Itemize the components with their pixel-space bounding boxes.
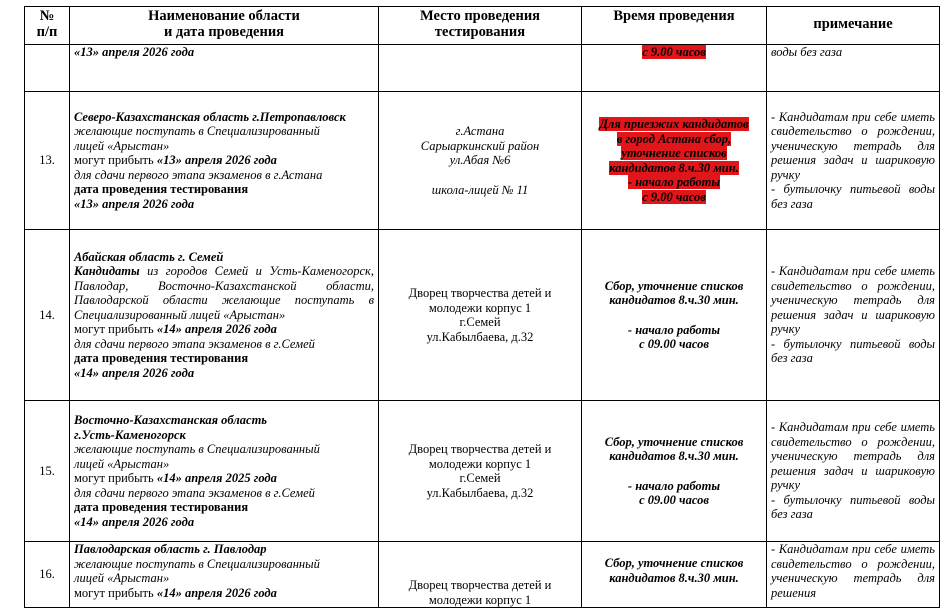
- row15-region: Восточно-Казахстанская область г.Усть-Каменогорск желающие поступать в Специализированный лицей «Арыстан» могут прибыть «14» апреля 2025 года для сдачи первого этапа экзаменов в г.Семей дата проведения тестирования «14» апреля 2026 года: [70, 401, 379, 542]
- row16-time: Сбор, уточнение списков кандидатов 8.ч.30 мин.: [582, 542, 767, 608]
- row0-region: «13» апреля 2026 года: [70, 45, 379, 92]
- row14-region: Абайская область г. Семей Кандидаты из городов Семей и Усть-Каменогорск, Павлодар, Восточно-Казахстанской области, Павлодарской области желающие поступать в Специализированный лицей «Арыстан» могут прибыть «14» апреля 2026 года для сдачи первого этапа экзаменов в г.Семей дата проведения тестирования «14» апреля 2026 года: [70, 230, 379, 401]
- row13-num: 13.: [25, 92, 70, 230]
- header-num: № п/п: [25, 7, 70, 45]
- row0-place: [379, 45, 582, 92]
- row13-place: г.Астана Сарыаркинский район ул.Абая №6 школа-лицей № 11: [379, 92, 582, 230]
- row15-place: Дворец творчества детей и молодежи корпус 1 г.Семей ул.Кабылбаева, д.32: [379, 401, 582, 542]
- row14-num: 14.: [25, 230, 70, 401]
- table-row: [25, 401, 940, 542]
- header-region: Наименование области и дата проведения: [70, 7, 379, 45]
- header-place: Место проведения тестирования: [379, 7, 582, 45]
- row0-note: воды без газа: [767, 45, 940, 92]
- table-row: [25, 45, 940, 92]
- table-row: [25, 92, 940, 230]
- row16-place: Дворец творчества детей и молодежи корпус 1: [379, 542, 582, 608]
- row13-note: - Кандидатам при себе иметь свидетельство о рождении, ученическую тетрадь для решения задач и шариковую ручку - бутылочку питьевой воды без газа: [767, 92, 940, 230]
- row14-place: Дворец творчества детей и молодежи корпус 1 г.Семей ул.Кабылбаева, д.32: [379, 230, 582, 401]
- row15-note: - Кандидатам при себе иметь свидетельство о рождении, ученическую тетрадь для решения задач и шариковую ручку - бутылочку питьевой воды без газа: [767, 401, 940, 542]
- row15-num: 15.: [25, 401, 70, 542]
- schedule-table: [24, 6, 940, 608]
- row14-time: Сбор, уточнение списков кандидатов 8.ч.30 мин. - начало работы с 09.00 часов: [582, 230, 767, 401]
- header-row: [25, 7, 940, 45]
- row16-note: - Кандидатам при себе иметь свидетельство о рождении, ученическую тетрадь для решения: [767, 542, 940, 608]
- table-row: [25, 542, 940, 608]
- table-row: [25, 230, 940, 401]
- row16-num: 16.: [25, 542, 70, 608]
- row13-time: Для приезжих кандидатов в город Астана сбор, уточнение списков кандидатов 8.ч.30 мин. - начало работы с 9.00 часов: [582, 92, 767, 230]
- row14-note: - Кандидатам при себе иметь свидетельство о рождении, ученическую тетрадь для решения задач и шариковую ручку - бутылочку питьевой воды без газа: [767, 230, 940, 401]
- row15-time: Сбор, уточнение списков кандидатов 8.ч.30 мин. - начало работы с 09.00 часов: [582, 401, 767, 542]
- row0-time: с 9.00 часов: [582, 45, 767, 92]
- row13-region: Северо-Казахстанская область г.Петропавловск желающие поступать в Специализированный лицей «Арыстан» могут прибыть «13» апреля 2026 года для сдачи первого этапа экзаменов в г.Астана дата проведения тестирования «13» апреля 2026 года: [70, 92, 379, 230]
- header-note: примечание: [767, 7, 940, 45]
- header-time: Время проведения: [582, 7, 767, 45]
- row0-num: [25, 45, 70, 92]
- row16-region: Павлодарская область г. Павлодар желающие поступать в Специализированный лицей «Арыстан» могут прибыть «14» апреля 2026 года: [70, 542, 379, 608]
